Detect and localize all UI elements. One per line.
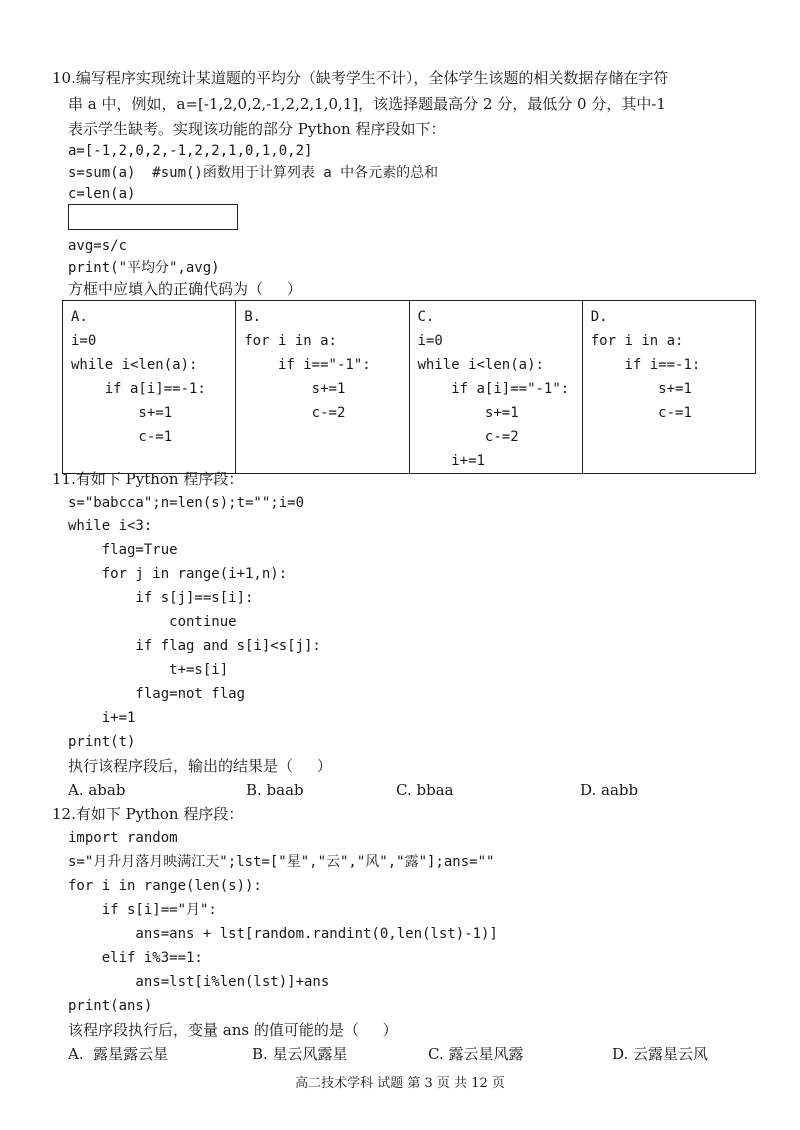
q11-code-line: for j in range(i+1,n): xyxy=(68,566,288,582)
q12-choice-c: C. 露云星风露 xyxy=(428,1045,524,1063)
q11-choice-d: D. aabb xyxy=(580,781,639,799)
q12-prompt: 该程序段执行后，变量 ans 的值可能的是（ ） xyxy=(68,1021,398,1039)
q10-code-line2: s=sum(a) #sum()函数用于计算列表 a 中各元素的总和 xyxy=(68,165,439,181)
q11-code-line: t+=s[i] xyxy=(68,662,229,678)
q10-code-line5: print("平均分",avg) xyxy=(68,260,220,276)
q12-code-line: elif i%3==1: xyxy=(68,950,203,966)
q12-choice-b: B. 星云风露星 xyxy=(252,1045,348,1063)
q10-option-a: A. i=0 while i<len(a): if a[i]==-1: s+=1 c-=1 xyxy=(63,301,236,474)
q11-prompt: 执行该程序段后，输出的结果是（ ） xyxy=(68,757,332,775)
q10-answer-box xyxy=(68,204,238,230)
q12-code-line: for i in range(len(s)): xyxy=(68,878,262,894)
q10-options-table xyxy=(62,300,756,474)
q11-code-line: continue xyxy=(68,614,237,630)
q12-code-line: print(ans) xyxy=(68,998,153,1014)
q11-code-line: if s[j]==s[i]: xyxy=(68,590,254,606)
q12-code-line: ans=lst[i%len(lst)]+ans xyxy=(68,974,330,990)
q11-code-line: flag=not flag xyxy=(68,686,246,702)
q10-stem-line2: 串 a 中，例如，a=[-1,2,0,2,-1,2,2,1,0,1]，该选择题最高分 2 分，最低分 0 分，其中-1 xyxy=(68,95,666,113)
q12-code-line: import random xyxy=(68,830,178,846)
q11-code-line: flag=True xyxy=(68,542,178,558)
q10-option-d: D. for i in a: if i==-1: s+=1 c-=1 xyxy=(582,301,755,474)
q11-code-line: print(t) xyxy=(68,734,136,750)
q10-code-line1: a=[-1,2,0,2,-1,2,2,1,0,1,0,2] xyxy=(68,143,313,159)
q12-code-line: s="月升月落月映满江天";lst=["星","云","风","露"];ans="" xyxy=(68,854,495,870)
q11-choice-a: A. abab xyxy=(68,781,126,799)
q10-code-line3: c=len(a) xyxy=(68,186,136,202)
q12-choice-a: A. 露星露云星 xyxy=(68,1045,169,1063)
q10-code-line4: avg=s/c xyxy=(68,238,128,254)
q10-stem-line3: 表示学生缺考。实现该功能的部分 Python 程序段如下： xyxy=(68,120,446,138)
q11-choice-b: B. baab xyxy=(246,781,304,799)
q11-code-line: if flag and s[i]<s[j]: xyxy=(68,638,321,654)
q10-stem-line1: 10.编写程序实现统计某道题的平均分（缺考学生不计），全体学生该题的相关数据存储在字符 xyxy=(52,69,669,87)
q11-stem: 11.有如下 Python 程序段： xyxy=(52,470,244,488)
q11-code-line: while i<3: xyxy=(68,518,153,534)
q10-option-c: C. i=0 while i<len(a): if a[i]=="-1": s+=1 c-=2 i+=1 xyxy=(409,301,582,474)
q12-stem: 12.有如下 Python 程序段： xyxy=(52,805,244,823)
q12-code-line: ans=ans + lst[random.randint(0,len(lst)-1)] xyxy=(68,926,498,942)
q11-code-line: s="babcca";n=len(s);t="";i=0 xyxy=(68,495,305,511)
q12-choice-d: D. 云露星云风 xyxy=(612,1045,709,1063)
page-footer: 高二技术学科 试题 第 3 页 共 12 页 xyxy=(295,1076,505,1091)
q11-code-line: i+=1 xyxy=(68,710,136,726)
q12-code-line: if s[i]=="月": xyxy=(68,902,217,918)
q10-prompt: 方框中应填入的正确代码为（ ） xyxy=(68,280,302,298)
q10-option-b: B. for i in a: if i=="-1": s+=1 c-=2 xyxy=(236,301,409,474)
q11-choice-c: C. bbaa xyxy=(396,781,454,799)
